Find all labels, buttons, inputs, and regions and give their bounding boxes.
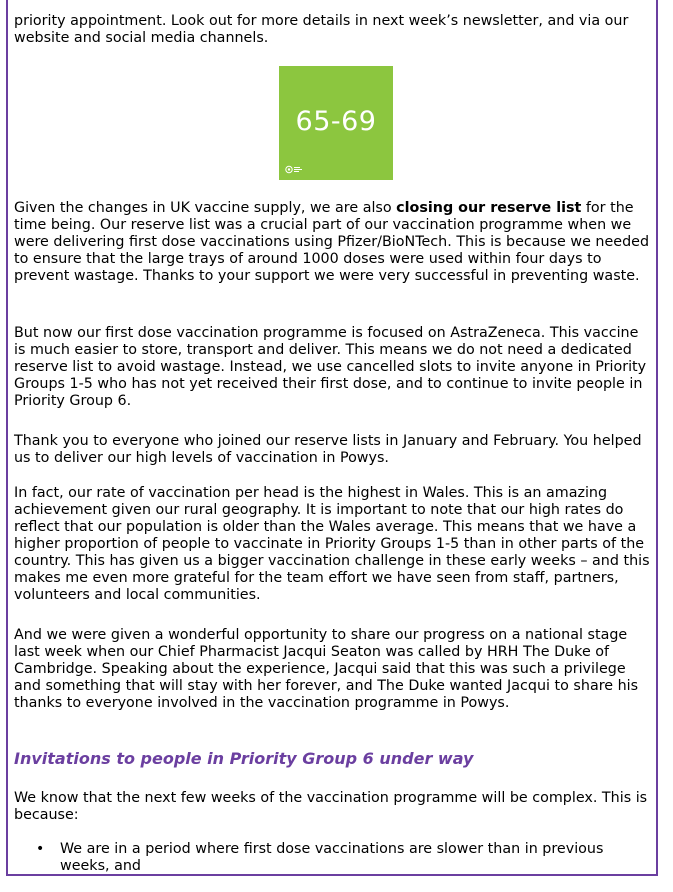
astrazeneca-paragraph: But now our first dose vaccination programme is focused on AstraZeneca. This vaccine is much easier to store, transport and deliver. This means we do not need a dedicated reserve list to avoid wastage. Instead, we use cancelled slots to invite anyone in Priority Groups 1-5 who has not yet received their first dose, and to continue to invite people in Priority Group 6. xyxy=(14,325,647,409)
reserve-text-end: for the time being. Our reserve list was a crucial part of our vaccination programme when we were delivering first dose vaccinations using Pfizer/BioNTech. This is because we needed to ensure that the large trays of around 1000 doses were used within four days to prevent wastage. Thanks to your support we were very successful in preventing waste. xyxy=(14,200,650,284)
intro-line-1: priority appointment. Look out for more details in next week’s newsletter, and via our xyxy=(14,13,629,29)
bullet-text: We are in a period where first dose vaccinations are slower than in previous weeks, and xyxy=(60,841,604,874)
badge-label: 65-69 xyxy=(295,106,377,137)
intro-line-2: website and social media channels. xyxy=(14,30,269,46)
reserve-bold-text: closing our reserve list xyxy=(396,200,582,216)
nhs-logo-icon xyxy=(285,165,311,174)
complex-paragraph: We know that the next few weeks of the vaccination programme will be complex. This is because: xyxy=(14,790,648,823)
age-group-badge xyxy=(279,66,393,180)
duke-paragraph: And we were given a wonderful opportunity to share our progress on a national stage last week when our Chief Pharmacist Jacqui Seaton was called by HRH The Duke of Cambridge. Speaking about the experience, Jacqui said that this was such a privilege and something that will stay with her forever, and The Duke wanted Jacqui to share his thanks to everyone involved in the vaccination programme in Powys. xyxy=(14,627,639,711)
thanks-paragraph: Thank you to everyone who joined our reserve lists in January and February. You helped us to deliver our high levels of vaccination in Powys. xyxy=(14,433,642,466)
intro-paragraph xyxy=(14,13,654,47)
vaccination-rate-paragraph: In fact, our rate of vaccination per head is the highest in Wales. This is an amazing achievement given our rural geography. It is important to note that our high rates do reflect that our population is older than the Wales average. This means that we have a higher proportion of people to vaccinate in Priority Groups 1-5 than in other parts of the country. This has given us a bigger vaccination challenge in these early weeks – and this makes me even more grateful for the team effort we have seen from staff, partners, volunteers and local communities. xyxy=(14,485,650,603)
reserve-list-paragraph xyxy=(14,200,654,285)
reserve-text-start: Given the changes in UK vaccine supply, we are also xyxy=(14,200,397,216)
badge-tile xyxy=(279,66,393,180)
bullet-icon: • xyxy=(36,841,45,857)
section-heading: Invitations to people in Priority Group 6 under way xyxy=(14,749,474,768)
